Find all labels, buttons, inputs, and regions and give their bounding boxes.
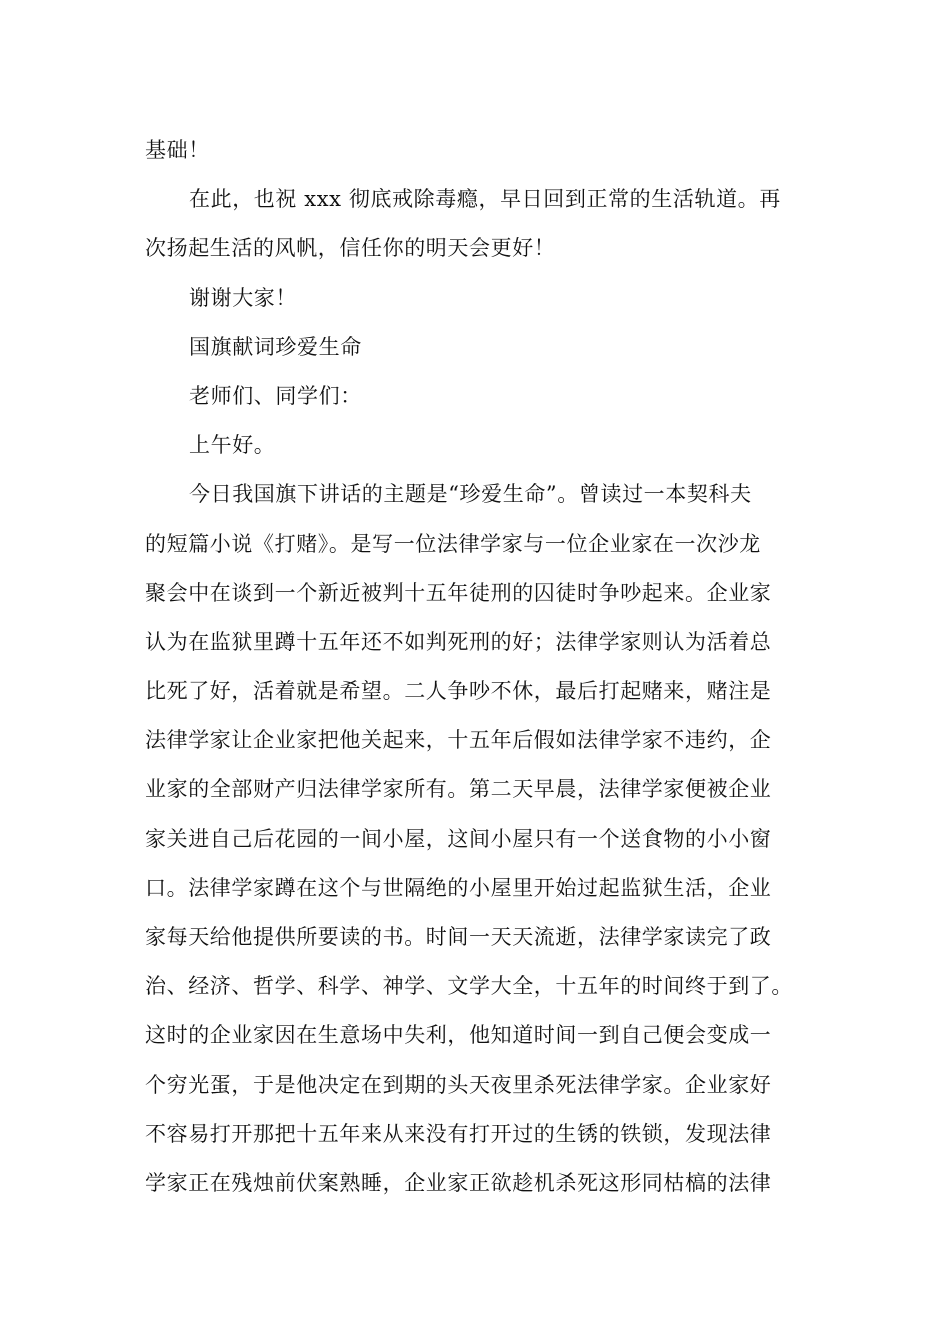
text-line: 谢谢大家！ <box>189 285 297 310</box>
text-line: 次扬起生活的风帆，信任你的明天会更好！ <box>145 236 556 261</box>
text-line: 的短篇小说《打赌》。是写一位法律学家与一位企业家在一次沙龙 <box>145 531 761 556</box>
text-line: 比死了好，活着就是希望。二人争吵不休，最后打起赌来，赌注是 <box>145 679 772 704</box>
text-line: 学家正在残烛前伏案熟睡，企业家正欲趁机杀死这形同枯槁的法律 <box>145 1170 772 1195</box>
document-body <box>145 126 825 1208</box>
text-line: 家每天给他提供所要读的书。时间一天天流逝，法律学家读完了政 <box>145 925 772 949</box>
text-line: 口。法律学家蹲在这个与世隔绝的小屋里开始过起监狱生活，企业 <box>145 875 772 900</box>
text-line: 聚会中在谈到一个新近被判十五年徒刑的囚徒时争吵起来。企业家 <box>145 580 772 605</box>
greeting: 上午好。 <box>189 433 276 458</box>
text-line: 个穷光蛋，于是他决定在到期的头天夜里杀死法律学家。企业家好 <box>145 1072 772 1097</box>
text-line: 家关进自己后花园的一间小屋，这间小屋只有一个送食物的小小窗 <box>145 826 772 851</box>
text-line: 这时的企业家因在生意场中失利，他知道时间一到自己便会变成一 <box>145 1023 772 1048</box>
text-line: 今日我国旗下讲话的主题是“珍爱生命”。曾读过一本契科夫 <box>189 482 752 507</box>
text-line: 在此，也祝 xxx 彻底戒除毒瘾，早日回到正常的生活轨道。再 <box>189 187 781 212</box>
text-line: 治、经济、哲学、科学、神学、文学大全，十五年的时间终于到了。 <box>145 974 793 999</box>
section-title: 国旗献词珍爱生命 <box>189 334 362 359</box>
text-line: 法律学家让企业家把他关起来，十五年后假如法律学家不违约，企 <box>145 728 772 753</box>
text-line: 认为在监狱里蹲十五年还不如判死刑的好；法律学家则认为活着总 <box>145 629 772 654</box>
text-line: 基础！ <box>145 138 210 162</box>
salutation: 老师们、同学们： <box>189 383 362 408</box>
text-line: 不容易打开那把十五年来从来没有打开过的生锈的铁锁，发现法律 <box>145 1121 772 1146</box>
text-line: 业家的全部财产归法律学家所有。第二天早晨，法律学家便被企业 <box>145 777 772 802</box>
